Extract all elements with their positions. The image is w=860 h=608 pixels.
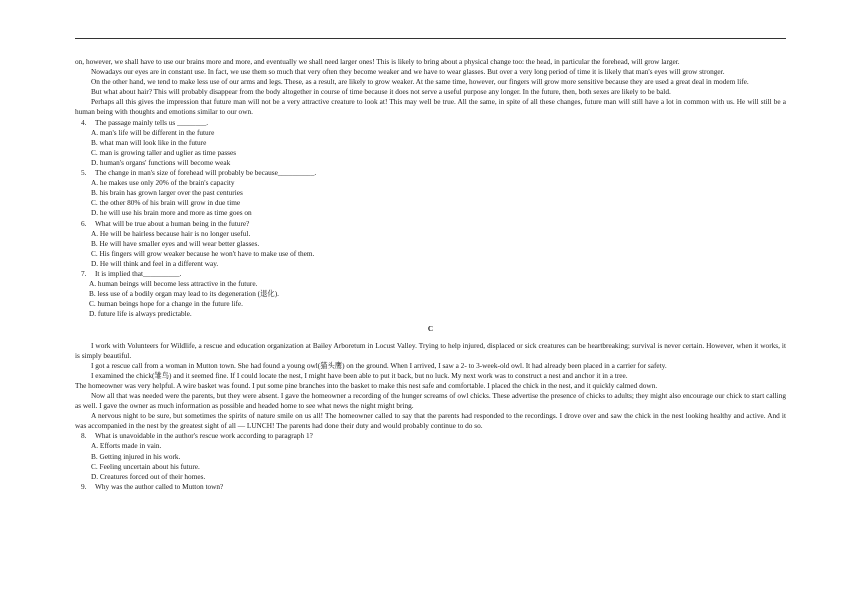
option: D. future life is always predictable. xyxy=(89,309,192,319)
option: D. he will use his brain more and more as time goes on xyxy=(91,208,252,218)
option: C. His fingers will grow weaker because he won't have to make use of them. xyxy=(91,248,315,258)
option: A. He will be hairless because hair is no longer useful. xyxy=(91,228,251,238)
paragraph: Perhaps all this gives the impression that future man will not be a very attractive creature to look at! This may well be true. All the same, in spite of all these changes, future man will still have a lot in common with us. He will still be a human being with thoughts and emotions similar to our own. xyxy=(75,97,786,117)
paragraph: I examined the chick(雏鸟) and it seemed fine. If I could locate the nest, I might have been able to put it back, but no luck. My next work was to construct a nest and anchor it in a tree. xyxy=(91,370,628,380)
paragraph: The homeowner was very helpful. A wire basket was found. I put some pine branches into the basket to make this nest safe and comfortable. I placed the chick in the nest, and it quickly calmed down. xyxy=(75,380,658,390)
paragraph: I work with Volunteers for Wildlife, a rescue and education organization at Bailey Arboretum in Locust Valley. Trying to help injured, displaced or sick creatures can be heartbreaking; survival is never certain. However, when it works, it is simply beautiful. xyxy=(75,340,786,360)
option: C. man is growing taller and uglier as time passes xyxy=(91,147,237,157)
section-heading: C xyxy=(427,324,434,334)
option: C. the other 80% of his brain will grow in due time xyxy=(91,198,241,208)
question-4: 4. The passage mainly tells us ________. xyxy=(81,117,209,127)
paragraph: I got a rescue call from a woman in Mutton town. She had found a young owl(猫头鹰) on the ground. When I arrived, I saw a 2- to 3-week-old owl. It had already been placed in a carrier for safety. xyxy=(91,360,667,370)
question-6: 6. What will be true about a human being in the future? xyxy=(81,218,250,228)
option: B. He will have smaller eyes and will wear better glasses. xyxy=(91,238,260,248)
header-rule xyxy=(75,38,786,39)
paragraph: A nervous night to be sure, but sometimes the spirits of nature smile on us all! The homeowner called to say that the parents had responded to the recordings. I drove over and saw the chick in the nest looking healthy and active. And it was accompanied in the nest by the greatest sight of all — LUNCH! The parents had done their duty and would probably continue to do so. xyxy=(75,411,786,431)
option: C. Feeling uncertain about his future. xyxy=(91,461,200,471)
option: A. Efforts made in vain. xyxy=(91,441,162,451)
question-9: 9. Why was the author called to Mutton town? xyxy=(81,481,224,491)
option: A. human beings will become less attractive in the future. xyxy=(89,279,258,289)
option: C. human beings hope for a change in the future life. xyxy=(89,299,243,309)
option: D. He will think and feel in a different way. xyxy=(91,258,219,268)
question-8: 8. What is unavoidable in the author's rescue work according to paragraph 1? xyxy=(81,431,313,441)
option: B. what man will look like in the future xyxy=(91,137,207,147)
paragraph: Now all that was needed were the parents, but they were absent. I gave the homeowner a recording of the hunger screams of owl chicks. These advertise the presence of chicks to adults; they might also encourage our chick to start calling as well. I gave the owner as much information as possible and headed home to see what news the night might bring. xyxy=(75,391,786,411)
paragraph: But what about hair? This will probably disappear from the body altogether in course of time because it does not serve a useful purpose any longer. In the future, then, both sexes are likely to be bald. xyxy=(91,87,671,97)
option: A. he makes use only 20% of the brain's capacity xyxy=(91,178,235,188)
paragraph: Nowadays our eyes are in constant use. In fact, we use them so much that very often they become weaker and we have to wear glasses. But over a very long period of time it is likely that man's eyes will grow stronger. xyxy=(91,67,725,77)
paragraph: on, however, we shall have to use our brains more and more, and eventually we shall need larger ones! This is likely to bring about a physical change too: the head, in particular the forehead, will grow larger. xyxy=(75,57,680,66)
paragraph: On the other hand, we tend to make less use of our arms and legs. These, as a result, are likely to grow weaker. At the same time, however, our fingers will grow more sensitive because they are used a great deal in modem life. xyxy=(91,77,749,87)
option: B. Getting injured in his work. xyxy=(91,451,181,461)
option: D. Creatures forced out of their homes. xyxy=(91,471,206,481)
question-5: 5. The change in man's size of forehead will probably be because__________. xyxy=(81,168,317,178)
option: B. his brain has grown larger over the past centuries xyxy=(91,188,243,198)
option: B. less use of a bodily organ may lead to its degeneration (退化). xyxy=(89,289,279,299)
option: D. human's organs' functions will become weak xyxy=(91,157,231,167)
page-content xyxy=(75,57,786,492)
question-7: 7. It is implied that__________. xyxy=(81,268,182,278)
option: A. man's life will be different in the future xyxy=(91,127,215,137)
